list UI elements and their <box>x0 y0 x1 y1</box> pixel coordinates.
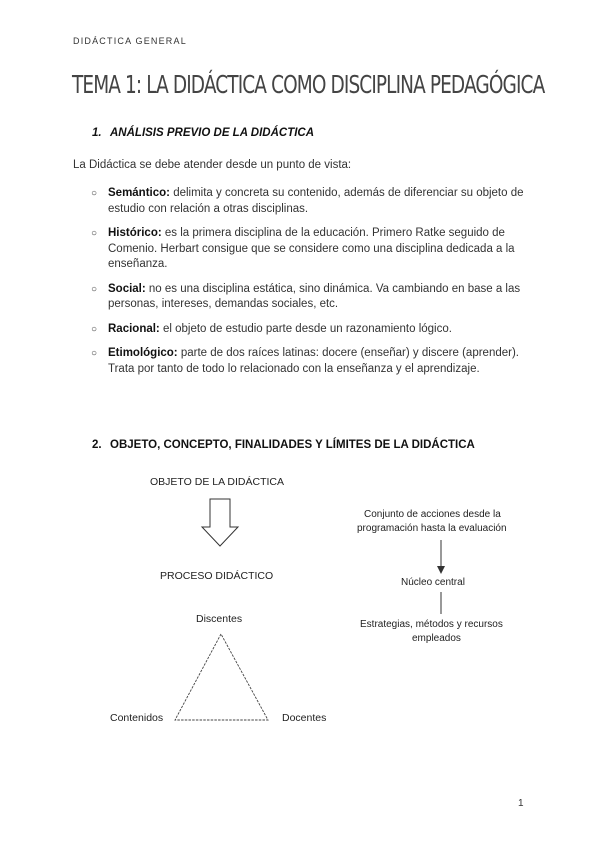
conjunto-label-line2: programación hasta la evaluación <box>357 523 507 534</box>
intro-paragraph: La Didáctica se debe atender desde un punto de vista: <box>73 159 352 171</box>
contenidos-label: Contenidos <box>110 712 164 724</box>
circle-bullet-icon: ○ <box>91 283 98 295</box>
bullet-text: el objeto de estudio parte desde un razonamiento lógico. <box>159 322 452 335</box>
estrategias-label-line2: empleados <box>412 633 461 644</box>
section-2-title: OBJETO, CONCEPTO, FINALIDADES Y LÍMITES DE LA DIDÁCTICA <box>110 439 475 451</box>
nucleo-label: Núcleo central <box>401 577 465 588</box>
arrow-head-icon <box>437 566 445 574</box>
bullet-text: parte de dos raíces latinas: docere (enseñar) y discere (aprender). Trata por tanto de todo lo relacionado con la enseñanza y el aprendizaje. <box>108 347 519 375</box>
bullet-text: no es una disciplina estática, sino dinámica. Va cambiando en base a las personas, intereses, demandas sociales, etc. <box>108 282 521 310</box>
estrategias-label-line1: Estrategias, métodos y recursos <box>360 619 503 630</box>
objeto-label: OBJETO DE LA DIDÁCTICA <box>150 476 285 488</box>
section-1-number: 1. <box>92 127 102 139</box>
circle-bullet-icon: ○ <box>91 348 98 359</box>
bullet-term: Social: <box>108 282 146 295</box>
discentes-label: Discentes <box>196 613 243 625</box>
bullet-term: Semántico: <box>108 187 170 199</box>
proceso-label: PROCESO DIDÁCTICO <box>160 570 274 582</box>
page-number: 1 <box>518 798 524 809</box>
bullet-text: delimita y concreta su contenido, además de diferenciar su objeto de estudio con relación a otras disciplinas. <box>108 187 524 215</box>
circle-bullet-icon: ○ <box>91 188 98 199</box>
down-arrow-icon <box>202 499 238 546</box>
conjunto-label-line1: Conjunto de acciones desde la <box>364 509 501 520</box>
page-header: DIDÁCTICA GENERAL <box>73 36 187 46</box>
docentes-label: Docentes <box>282 712 327 724</box>
page-title: TEMA 1: LA DIDÁCTICA COMO DISCIPLINA PEDAGÓGICA <box>72 70 545 99</box>
section-1-title: ANÁLISIS PREVIO DE LA DIDÁCTICA <box>110 127 315 139</box>
section-2-number: 2. <box>92 439 102 451</box>
circle-bullet-icon: ○ <box>91 323 98 335</box>
bullet-term: Histórico: <box>108 227 162 239</box>
bullet-text: es la primera disciplina de la educación. Primero Ratke seguido de Comenio. Herbart consigue que se considere como una disciplina dedicada a la enseñanza. <box>108 227 515 270</box>
circle-bullet-icon: ○ <box>91 228 98 239</box>
bullet-term: Etimológico: <box>108 347 178 359</box>
bullet-term: Racional: <box>108 322 160 335</box>
didactic-triangle <box>175 634 268 720</box>
